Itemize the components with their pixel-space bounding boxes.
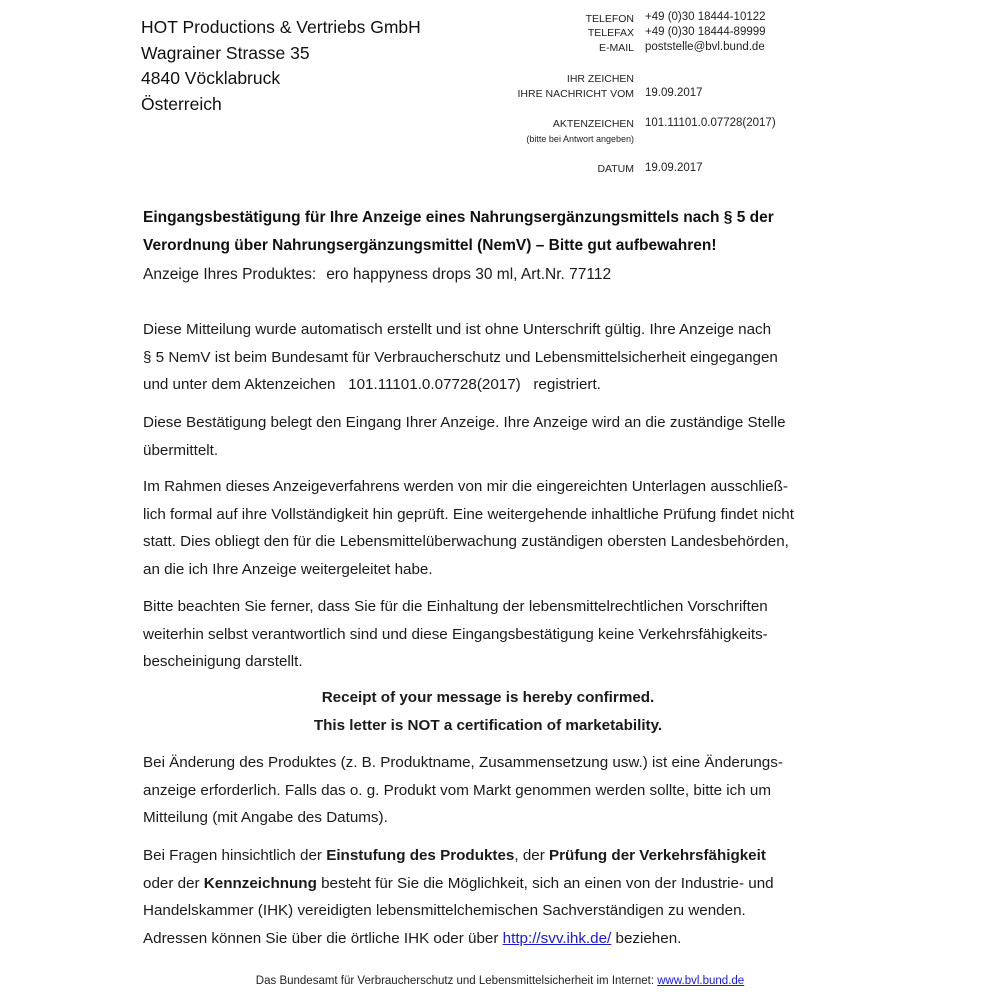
subject-heading [143,204,843,260]
aktenzeichen-note: (bitte bei Antwort angeben) [526,134,634,144]
text-segment: oder der [143,874,204,892]
paragraph-confirmation [143,316,843,399]
footer-link[interactable]: www.bvl.bund.de [657,975,745,987]
paragraph-line: weiterhin selbst verantwortlich sind und diese Eingangsbestätigung keine Verkehrsfähigkeits- [143,625,768,643]
paragraph-line: Handelskammer (IHK) vereidigten lebensmittelchemischen Sachverständigen zu wenden. [143,902,746,920]
paragraph-questions [143,842,843,952]
text-segment: besteht für Sie die Möglichkeit, sich an einen von der Industrie- und [316,874,774,892]
ihk-link[interactable]: http://svv.ihk.de/ [502,929,612,947]
paragraph-line: statt. Dies obliegt den für die Lebensmittelüberwachung zuständigen obersten Landesbehörden, [143,533,789,551]
paragraph-line [143,925,843,953]
recipient-company: HOT Productions & Vertriebs GmbH [141,17,421,37]
paragraph-line: Bitte beachten Sie ferner, dass Sie für die Einhaltung der lebensmittelrechtlichen Vorschriften [143,598,768,615]
paragraph-line [143,842,843,870]
aktenzeichen-value: 101.11101.0.07728(2017) [645,117,776,129]
telefon-label: TELEFON [585,13,634,25]
nachricht-label: IHRE NACHRICHT VOM [517,88,634,100]
text-segment: Adressen können Sie über die örtliche IHK oder über [143,929,503,947]
subject-line-1: Eingangsbestätigung für Ihre Anzeige eines Nahrungsergänzungsmittels nach § 5 der [143,209,774,226]
paragraph-procedure [143,473,843,583]
paragraph-line: lich formal auf ihre Vollständigkeit hin geprüft. Eine weitergehende inhaltliche Prüfung findet nicht [143,505,794,523]
aktenzeichen-label: AKTENZEICHEN [552,118,634,130]
nachricht-value: 19.09.2017 [645,87,703,99]
ihr-zeichen-label: IHR ZEICHEN [566,73,634,85]
footer [0,975,1000,987]
text-segment: , der [514,847,549,864]
paragraph-line: anzeige erforderlich. Falls das o. g. Produkt vom Markt genommen werden sollte, bitte ich um [143,781,772,799]
text-segment: Bei Fragen hinsichtlich der [143,847,327,864]
recipient-city: 4840 Vöcklabruck [141,68,281,89]
paragraph-line [143,870,843,898]
paragraph-line: Mitteilung (mit Angabe des Datums). [143,809,388,827]
paragraph-change [143,749,843,832]
product-label: Anzeige Ihres Produktes: [143,266,317,283]
paragraph-line: und unter dem Aktenzeichen 101.11101.0.07728(2017) registriert. [143,376,601,394]
telefax-label: TELEFAX [587,27,634,39]
paragraph-receipt [143,409,843,464]
paragraph-line: § 5 NemV ist beim Bundesamt für Verbraucherschutz und Lebensmittelsicherheit eingegangen [143,348,778,366]
recipient-country: Österreich [141,94,222,115]
english-line-1: Receipt of your message is hereby confirmed. [321,689,655,706]
paragraph-line: Bei Änderung des Produktes (z. B. Produktname, Zusammensetzung usw.) ist eine Änderungs- [143,754,783,771]
recipient-street: Wagrainer Strasse 35 [141,42,310,63]
paragraph-line: an die ich Ihre Anzeige weitergeleitet habe. [143,560,433,578]
english-notice [143,684,833,739]
subject-line-2: Verordnung über Nahrungsergänzungsmittel (NemV) – Bitte gut aufbewahren! [143,237,717,254]
datum-value: 19.09.2017 [645,162,703,174]
text-segment: beziehen. [611,929,682,947]
telefax-value: +49 (0)30 18444-89999 [645,26,766,38]
product-line [143,262,611,287]
footer-text: Das Bundesamt für Verbraucherschutz und Lebensmittelsicherheit im Internet: [255,975,658,987]
email-value: poststelle@bvl.bund.de [645,41,765,53]
bold-term: Einstufung des Produktes [326,847,515,864]
telefon-value: +49 (0)30 18444-10122 [645,11,766,23]
paragraph-line: Diese Mitteilung wurde automatisch erstellt und ist ohne Unterschrift gültig. Ihre Anzeige nach [143,321,772,338]
datum-label: DATUM [597,163,634,175]
email-label: E-MAIL [598,42,634,54]
bold-term: Prüfung der Verkehrsfähigkeit [549,847,766,864]
paragraph-line: Im Rahmen dieses Anzeigeverfahrens werden von mir die eingereichten Unterlagen ausschließ- [143,478,788,495]
product-name: ero happyness drops 30 ml, Art.Nr. 77112 [326,266,612,283]
paragraph-line: Diese Bestätigung belegt den Eingang Ihrer Anzeige. Ihre Anzeige wird an die zuständige Stelle [143,414,786,431]
paragraph-line: bescheinigung darstellt. [143,653,303,671]
paragraph-line: übermittelt. [143,441,219,459]
recipient-address [141,15,421,118]
english-line-2: This letter is NOT a certification of marketability. [313,716,663,734]
bold-term: Kennzeichnung [203,874,317,892]
paragraph-responsibility [143,593,843,676]
